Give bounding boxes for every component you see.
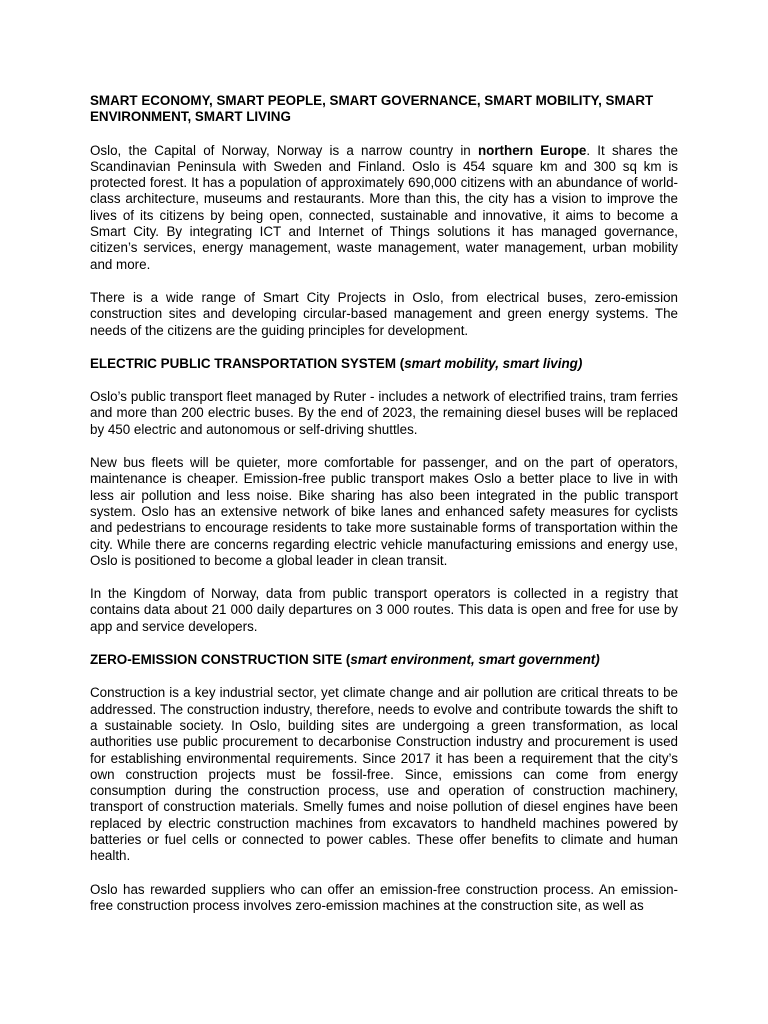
paragraph-construction-sector: Construction is a key industrial sector, yet climate change and air pollution are critical threats to be addressed. The construction industry, therefore, needs to evolve and contribute towards the shift to a sustainable society. In Oslo, building sites are undergoing a green transformation, as local authorities use public procurement to decarbonise Construction industry and procurement is used for establishing environmental requirements. Since 2017 it has been a requirement that the city’s own construction projects must be fossil-free. Since, emissions can come from energy consumption during the construction process, use and operation of construction machinery, transport of construction materials. Smelly fumes and noise pollution of diesel engines have been replaced by electric construction machines from excavators to handheld machines powered by batteries or fuel cells or connected to power cables. These offer benefits to climate and human health. [90,685,678,864]
heading-category-text: smart mobility, smart living) [404,355,583,371]
section-heading-zero-emission-construction [90,652,678,668]
paragraph-emission-free-suppliers: Oslo has rewarded suppliers who can offer an emission-free construction process. An emission-free construction process involves zero-emission machines at the construction site, as well as [90,881,678,913]
heading-main-text: ZERO-EMISSION CONSTRUCTION SITE ( [90,652,351,668]
paragraph-transport-data: In the Kingdom of Norway, data from public transport operators is collected in a registry that contains data about 21 000 daily departures on 3 000 routes. This data is open and free for use by app and service developers. [90,586,678,634]
section-heading-smart-city: SMART ECONOMY, SMART PEOPLE, SMART GOVERNANCE, SMART MOBILITY, SMART ENVIRONMENT, SMART LIVING [90,93,654,125]
section-heading-electric-transport [90,356,678,372]
paragraph-oslo-intro [90,143,678,273]
bold-term-northern-europe: northern Europe [477,142,587,158]
document-page [90,93,678,931]
heading-category-text: smart environment, smart government) [350,652,600,668]
paragraph-bus-fleets: New bus fleets will be quieter, more comfortable for passenger, and on the part of operators, maintenance is cheaper. Emission-free public transport makes Oslo a better place to live in with less air pollution and less noise. Bike sharing has also been integrated in the public transport system. Oslo has an extensive network of bike lanes and enhanced safety measures for cyclists and pedestrians to encourage residents to take more sustainable forms of transportation within the city. While there are concerns regarding electric vehicle manufacturing emissions and energy use, Oslo is positioned to become a global leader in clean transit. [90,455,678,568]
paragraph-ruter-fleet: Oslo’s public transport fleet managed by Ruter - includes a network of electrified trains, tram ferries and more than 200 electric buses. By the end of 2023, the remaining diesel buses will be replaced by 450 electric and autonomous or self-driving shuttles. [90,389,678,437]
paragraph-text: Oslo, the Capital of Norway, Norway is a narrow country in [90,142,478,158]
paragraph-text: . It shares the Scandinavian Peninsula with Sweden and Finland. Oslo is 454 square km and 300 sq km is protected forest. It has a population of approximately 690,000 citizens with an abundance of world-class architecture, museums and restaurants. More than this, the city has a vision to improve the lives of its citizens by being open, connected, sustainable and innovative, it aims to become a Smart City. By integrating ICT and Internet of Things solutions it has managed governance, citizen’s services, energy management, waste management, water management, urban mobility and more. [90,142,678,272]
heading-main-text: ELECTRIC PUBLIC TRANSPORTATION SYSTEM ( [90,355,405,371]
paragraph-smart-projects: There is a wide range of Smart City Projects in Oslo, from electrical buses, zero-emission construction sites and developing circular-based management and green energy systems. The needs of the citizens are the guiding principles for development. [90,289,678,338]
